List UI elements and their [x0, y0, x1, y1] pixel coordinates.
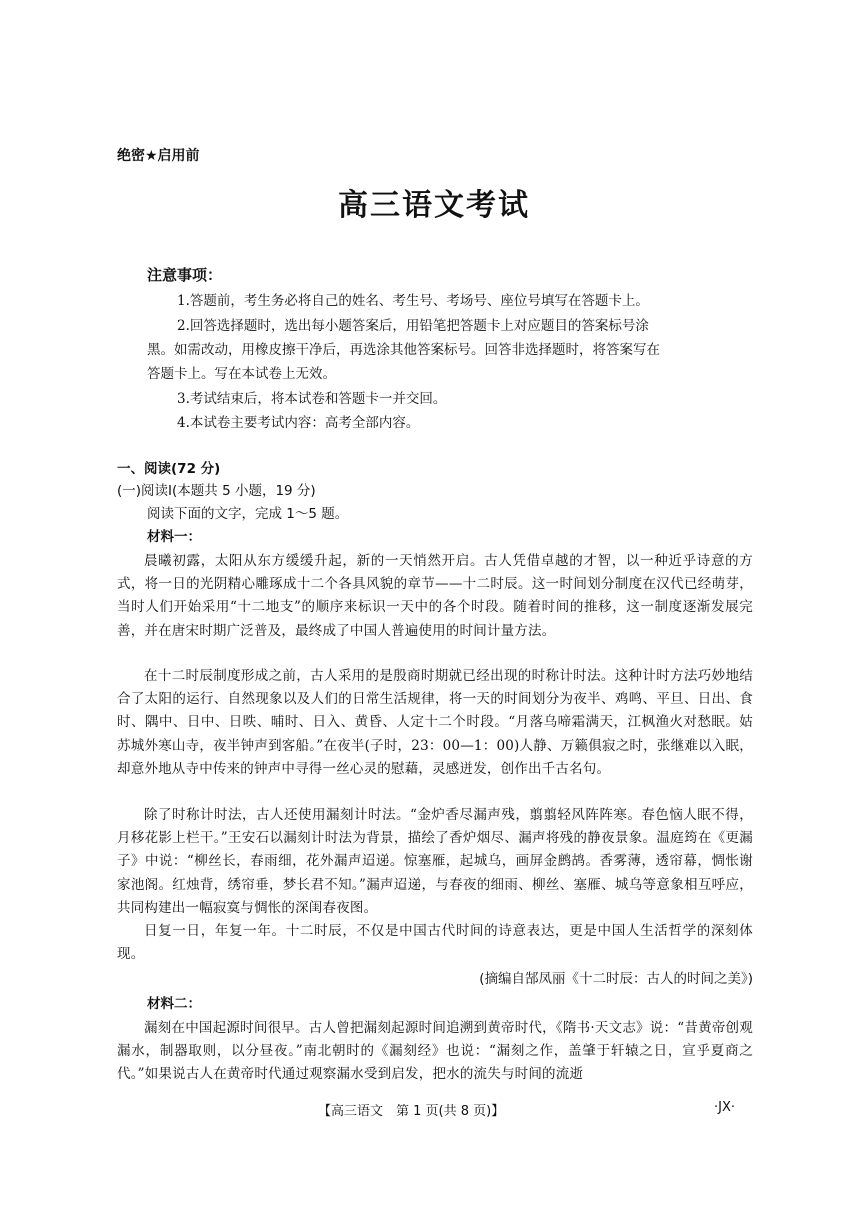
- material-1-source: (摘编自郜凤丽《十二时辰：古人的时间之美》): [479, 971, 753, 987]
- material-1-label: 材料一：: [147, 529, 201, 545]
- material-1-paragraph-1: 晨曦初露，太阳从东方缓缓升起，新的一天悄然开启。古人凭借卓越的才智，以一种近乎诗意的方式，将一日的光阴精心雕琢成十二个各具风貌的章节——十二时辰。这一时间划分制度在汉代已经萌芽，当时人们开始采用“十二地支”的顺序来标识一天中的各个时段。随着时间的推移，这一制度逐渐发展完善，并在唐宋时期广泛普及，最终成了中国人普遍使用的时间计量方法。: [117, 553, 753, 639]
- notice-heading: 注意事项：: [147, 266, 223, 284]
- exam-title: 高三语文考试: [338, 188, 530, 223]
- notice-item-3: 3.考试结束后，将本试卷和答题卡一并交回。: [177, 391, 447, 407]
- notice-item-4: 4.本试卷主要考试内容：高考全部内容。: [177, 415, 420, 431]
- section-subheading: (一)阅读Ⅰ(本题共 5 小题，19 分): [117, 483, 316, 499]
- material-2-paragraph-1: 漏刻在中国起源时间很早。古人曾把漏刻起源时间追溯到黄帝时代，《隋书·天文志》说：“昔黄帝创观漏水，制器取则，以分昼夜。”南北朝时的《漏刻经》也说：“漏刻之作，盖肇于轩辕之日，宣乎夏商之代。”如果说古人在黄帝时代通过观察漏水受到启发，把水的流失与时间的流逝: [117, 1020, 753, 1083]
- page-footer: 【高三语文 第 1 页(共 8 页)】: [318, 1104, 505, 1119]
- footer-code: ·JX·: [714, 1100, 736, 1115]
- notice-item-2-line-1: 2.回答选择题时，选出每小题答案后，用铅笔把答题卡上对应题目的答案标号涂: [177, 318, 649, 334]
- section-heading: 一、阅读(72 分): [117, 461, 221, 477]
- section-instruction: 阅读下面的文字，完成 1～5 题。: [147, 506, 349, 522]
- material-1-paragraph-4: 日复一日，年复一年。十二时辰，不仅是中国古代时间的诗意表达，更是中国人生活哲学的深刻体现。: [117, 923, 753, 963]
- notice-item-2-line-2: 黑。如需改动，用橡皮擦干净后，再选涂其他答案标号。回答非选择题时，将答案写在: [147, 342, 660, 358]
- material-1-paragraph-2: 在十二时辰制度形成之前，古人采用的是殷商时期就已经出现的时称计时法。这种计时方法巧妙地结合了太阳的运行、自然现象以及人们的日常生活规律，将一天的时间划分为夜半、鸡鸣、平旦、日出、食时、隅中、日中、日昳、晡时、日入、黄昏、人定十二个时段。“月落乌啼霜满天，江枫渔火对愁眠。姑苏城外寒山寺，夜半钟声到客船。”在夜半(子时，23：00—1：00)人静、万籁俱寂之时，张继难以入眠，却意外地从寺中传来的钟声中寻得一丝心灵的慰藉，灵感迸发，创作出千古名句。: [117, 668, 753, 777]
- material-1-paragraph-3: 除了时称计时法，古人还使用漏刻计时法。“金炉香尽漏声残，翦翦轻风阵阵寒。春色恼人眠不得，月移花影上栏干。”王安石以漏刻计时法为背景，描绘了香炉烟尽、漏声将残的静夜景象。温庭筠在《更漏子》中说：“柳丝长，春雨细，花外漏声迢递。惊塞雁，起城乌，画屏金鹧鸪。香雾薄，透帘幕，惆怅谢家池阁。红烛背，绣帘垂，梦长君不知。”漏声迢递，与春夜的细雨、柳丝、塞雁、城乌等意象相互呼应，共同构建出一幅寂寞与惆怅的深闺春夜图。: [117, 807, 753, 916]
- confidential-label: 绝密★启用前: [117, 148, 200, 164]
- notice-item-2-line-3: 答题卡上。写在本试卷上无效。: [147, 366, 336, 382]
- notice-item-1: 1.答题前，考生务必将自己的姓名、考生号、考场号、座位号填写在答题卡上。: [177, 293, 649, 309]
- material-2-label: 材料二：: [147, 996, 201, 1012]
